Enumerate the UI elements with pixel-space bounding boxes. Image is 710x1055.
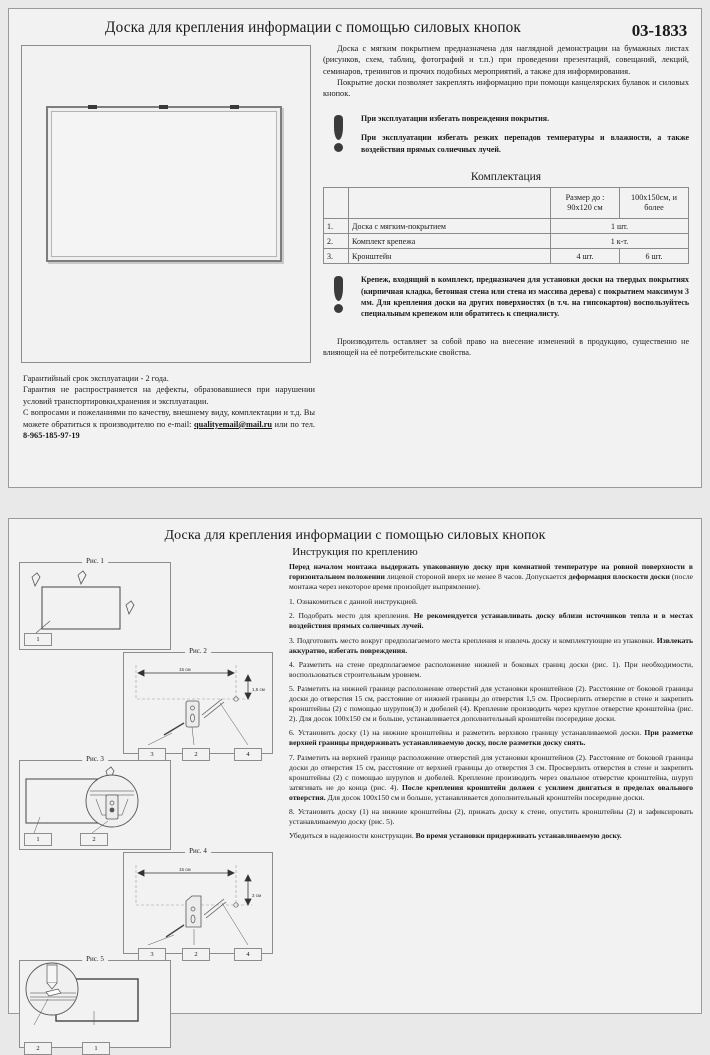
figure-4-drawing [124,853,270,951]
instruction-step [289,807,693,827]
figure-2-label-2: 2 [182,748,210,761]
figure-2 [123,647,273,758]
figure-3-caption: Рис. 3 [82,755,108,763]
instruction-step [289,684,693,724]
warning-text-fasteners: Крепеж, входящий в комплект, предназначен для установки доски на твердых покрытиях (кирпичная кладка, бетонная стена или стена из массива дерева) с покрытием максимум 3 мм. Для крепления доски на других поверхностях (в т.ч. на гипсокартон) воспользуйтесь специальным крепежом или обратитесь к специалисту. [361,275,689,319]
exclamation-icon [333,276,344,313]
figure-2-label-4: 4 [234,748,262,761]
row-qty-large: 6 шт. [620,249,689,264]
warning-block-fasteners [323,274,689,319]
instruction-final [289,831,693,841]
figure-5 [19,955,171,1052]
guarantee-line-2: Гарантия не распространяется на дефекты, образовавшиеся при нарушении условий транспортировки,хранения и эксплуатации. [23,385,315,406]
svg-text:15 см: 15 см [179,867,191,872]
figure-4 [123,847,273,958]
figure-1-label-1: 1 [24,633,52,646]
table-row [324,219,689,234]
step-text: 8. Установить доску (1) на нижние кронштейны (2), прижать доску к стене, опустить кронштейны (2) и зафиксировать устанавливаемую доску (рис. 5). [289,806,693,827]
table-row [324,249,689,264]
page1-body [9,43,701,483]
figure-3-label-1: 1 [24,833,52,846]
board-clip-icon [230,105,239,109]
figure-5-caption: Рис. 5 [82,955,108,963]
figures-column [19,557,281,1054]
row-no: 2. [324,234,349,249]
step-bold: После крепления кронштейн должен с усилием двигаться в пределах овального отверстия. [289,782,693,802]
row-name: Доска с мягким-покрытием [349,219,551,234]
figure-1 [19,557,171,650]
instruction-step [289,597,693,607]
page-2 [8,518,702,1052]
warning-text-coating: При эксплуатации избегать повреждения покрытия. [361,114,550,124]
figure-4-label-4: 4 [234,948,262,961]
email-prefix: e-mail: [165,419,195,429]
figure-2-drawing [124,653,270,751]
contact-phone[interactable]: 8-965-185-97-19 [23,431,80,441]
intro-bold-2: деформация плоскости доски [568,572,670,582]
step-text: 6. Установить доску (1) на нижние кронштейны и разметить верхнюю границу устанавливаемой доски. [289,728,645,738]
warning-text-temperature: При эксплуатации избегать резких перепадов температуры и влажности, а также воздействия прямых солнечных лучей. [361,133,689,154]
step-tail: Для досок 100х150 см и больше, устанавливается дополнительный кронштейн посередине доски. [325,792,645,802]
kit-table [323,187,689,264]
board-outer-frame [46,106,282,262]
step-text: 5. Разметить на нижней границе расположение отверстий для установки кронштейнов (2). Расстояние от боковой границы доски до отверстия 15 см, расстояние от нижней границы до отверстия 1,5 см. Просверлить отверстие в стене и закрепить кронштейны (2) с помощью шурупов(3) и дюбелей (4). Крепление производить через круглое отверстие кронштейна (рис. 2). Для досок 100х150 см и больше, устанавливается дополнительный кронштейн посередине доски. [289,683,693,724]
figure-4-label-3: 3 [138,948,166,961]
svg-text:1,5 см: 1,5 см [252,687,265,692]
row-qty-small: 4 шт. [551,249,620,264]
instruction-step [289,636,693,656]
header-cell-name [349,188,551,219]
guarantee-contact-text: С вопросами и пожеланиями по качеству, внешнему виду, комплектации и т.д. Вы можете обратиться к производителю по [23,408,315,429]
final-plain: Убедиться в надежности конструкции. [289,831,416,841]
phone-prefix: или по тел. [272,419,315,429]
row-name: Кронштейн [349,249,551,264]
page-1 [8,8,702,488]
intro-plain-1: лицевой стороной вверх не менее 8 часов. Допускается [384,572,569,582]
row-name: Комплект крепежа [349,234,551,249]
step-bold: Не рекомендуется устанавливать доску вблизи источников тепла и в местах воздействия прямых солнечных лучей. [289,611,694,631]
svg-text:3 см: 3 см [252,893,262,898]
guarantee-line-1: Гарантийный срок эксплуатации - 2 года. [23,374,169,383]
header-cell-no [324,188,349,219]
step-bold: При разметке верхней границы придерживать устанавливаемую доску, после разметки доску снять. [289,728,693,748]
page2-title: Доска для крепления информации с помощью силовых кнопок [164,528,546,543]
page1-right-column [323,43,689,358]
article-number: 03-1833 [631,21,687,40]
figure-2-label-3: 3 [138,748,166,761]
manufacturer-note: Производитель оставляет за собой право на внесение изменений в продукцию, существенно не влияющей на её потребительские свойства. [323,336,689,357]
warning-block-usage [323,113,689,157]
table-header-row [324,188,689,219]
guarantee-line-3 [23,407,315,441]
figure-3-label-2: 2 [80,833,108,846]
row-qty: 1 к-т. [551,234,689,249]
figure-3 [19,755,171,850]
header-cell-size-large: 100х150см, и более [620,188,689,219]
exclamation-icon [333,115,344,152]
instructions-column [289,562,693,845]
board-clip-icon [88,105,97,109]
figure-2-caption: Рис. 2 [185,647,211,655]
row-no: 3. [324,249,349,264]
board-clip-icon [159,105,168,109]
page2-subtitle: Инструкция по креплению [292,546,418,558]
svg-text:15 см: 15 см [179,667,191,672]
instruction-step [289,611,693,631]
page1-header [9,9,701,40]
intro-paragraph-1: Доска с мягким покрытием предназначена для наглядной демонстрации на бумажных листах (рисунков, схем, таблиц, фотографий и т.п.) при проведении презентаций, совещаний, лекций, семинаров, тренингов и прочих подобных мероприятий, а также для информирования. [323,44,689,76]
step-text: 3. Подготовить место вокруг предполагаемого места крепления и извлечь доску и комплектующие из упаковки. [289,635,657,645]
final-bold: Во время установки придерживать устанавливаемую доску. [415,831,622,841]
step-text: 7. Разметить на верхней границе расположение отверстий для установки кронштейнов (2). Расстояние от боковой границы доски до отверстия 15 см, расстояние от верхней границы до отверстия 3 см. Просверлить отверстия в стене и закрепить кронштейны (2) с помощью шурупов и дюбелей. Крепление производить через овальное отверстие кронштейна, шуруп затягивать не до конца (рис. 4). [289,752,693,792]
figure-4-label-2: 2 [182,948,210,961]
instruction-step [289,753,693,803]
kit-table-title: Комплектация [470,171,542,184]
figure-5-label-1: 1 [82,1042,110,1055]
board-illustration [21,45,311,363]
header-cell-size-small: Размер до : 90х120 см [551,188,620,219]
figure-1-caption: Рис. 1 [82,557,108,565]
intro-bold-1: Перед началом монтажа выдержать упакованную доску при комнатной температуре на ровной поверхности в горизонтальном положении [289,562,693,582]
board-surface [51,111,277,257]
guarantee-block [23,373,315,441]
table-row [324,234,689,249]
page-title: Доска для крепления информации с помощью силовых кнопок [105,19,521,36]
row-qty: 1 шт. [551,219,689,234]
step-text: 4. Разметить на стене предполагаемое расположение нижней и боковых границ доски (рис. 1). При необходимости, воспользоваться строительным уровнем. [289,659,693,679]
figure-5-drawing [20,961,168,1045]
instruction-step [289,660,693,680]
step-bold: Извлекать аккуратно, избегать повреждения. [289,635,693,655]
contact-email[interactable]: qualityemail@mail.ru [194,419,273,429]
step-text: 1. Ознакомиться с данной инструкцией. [289,597,418,607]
row-no: 1. [324,219,349,234]
figure-4-caption: Рис. 4 [185,847,211,855]
step-text: 2. Подобрать место для крепления. [289,611,414,621]
figure-5-label-2: 2 [24,1042,52,1055]
instruction-step [289,728,693,748]
intro-paragraph-2: Покрытие доски позволяет закреплять информацию при помощи канцелярских булавок и силовых кнопок. [323,77,689,99]
intro-plain-2: (после монтажа через некоторое время произойдет выпрямление). [289,572,693,592]
page2-header [9,519,701,558]
instruction-intro [289,562,693,592]
